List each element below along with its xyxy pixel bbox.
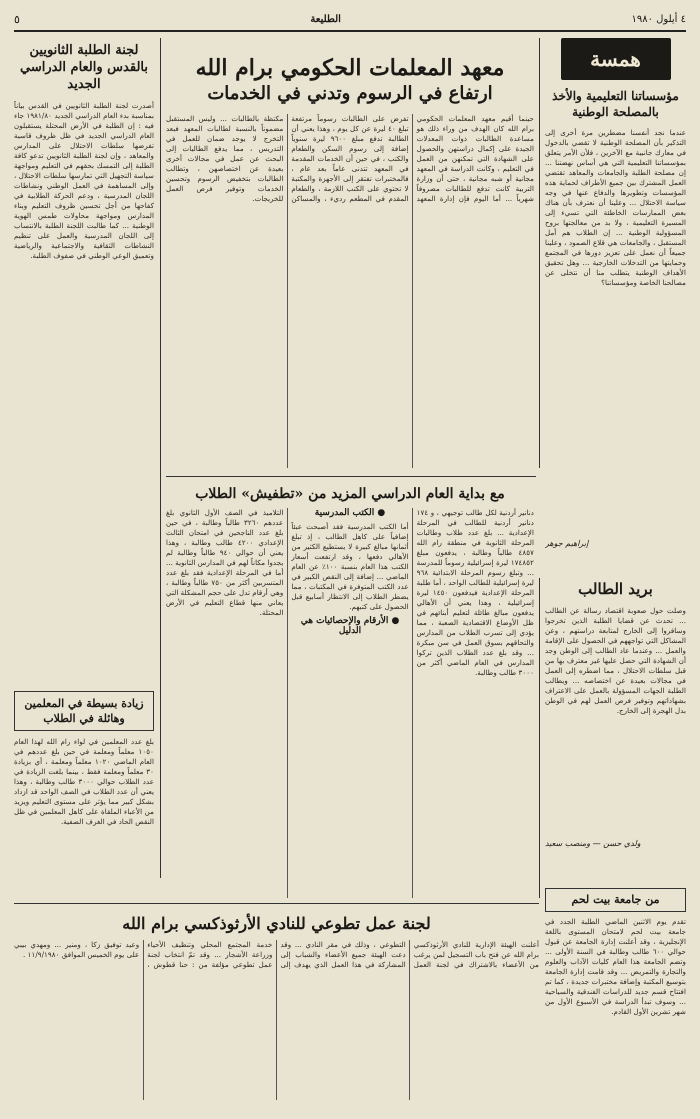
- teachers-headline: زيادة بسيطة في المعلمين وهائلة في الطلاب: [14, 691, 154, 731]
- column-rule: [160, 578, 161, 878]
- right-body: عندما نجد أنفسنا مضطرين مرة أخرى إلى التذكير بأن المصلحة الوطنية لا تقضي بالدخول في معارك جانبية مع الآخرين ، فلأن الأمر يتعلق بمؤسساتنا التعليمية التي هي أساس نهضتنا ... إن مصلحة الطلبة والجامعات والمعاهد تقتضي العمل المشترك بين جميع الأطراف لحماية هذه المؤسسات وتطويرها والدفاع عنها في وجه سياسة الاحتلال ... وعلينا أن نعترف بأن هناك بعض الممارسات الخاطئة التي تسيء إلى المسيرة التعليمية ، ولا بد من معالجتها بروح المسؤولية الوطنية ... إن الطلاب هم أمل المستقبل ، والجامعات هي قلاع الصمود ، وعلينا جميعاً أن نعمل على تعزيز دورها في المجتمع وحمايتها من التدخلات الخارجية ... وهل تحقيق الأهداف الوطنية يتطلب منا أن نتخلى عن مصالحنا الخاصة ومؤسساتنا؟: [545, 128, 686, 287]
- lead-body: حينما أقيم معهد المعلمات الحكومي برام الله كان الهدف من وراء ذلك هو مساعدة الطالبات ذوات المعدلات الجيدة على إكمال دراستهن والحصول على الشهادة التي تمكنهن من العمل في التعليم ، وكانت الدراسة في المعهد مجانية أو شبه مجانية ، حتى أن وزارة التربية كانت تدفع للطالبات مصروفاً شهرياً ... أما اليوم فإن إدارة المعهد تفرض على الطالبات رسوماً مرتفعة تبلغ ٤٠ ليرة عن كل يوم ، وهذا يعني أن الطالبة تدفع مبلغ ٩٦٠٠ ليرة سنوياً إضافة إلى رسوم السكن والطعام والكتب ، في حين أن الخدمات المقدمة في المعهد تتدنى عاماً بعد عام ، فالمختبرات تفتقر إلى الأجهزة والمكتبة لا تحتوي على الكتب اللازمة ، والطعام المقدم في المطعم رديء ، والمساكن مكتظة بالطالبات ... وليس المستقبل مضموناً بالنسبة لطالبات المعهد فبعد التخرج لا يوجد ضمان للعمل في التدريس ، مما يدفع الطالبات إلى البحث عن عمل في مجالات أخرى بعيدة عن اختصاصهن ، وتطالب الطالبات بتخفيض الرسوم وتحسين الخدمات وتوفير فرص العمل للخريجات.: [166, 114, 534, 203]
- mail-signoff: ولدي حسن — ومنصب سعيد: [545, 839, 641, 848]
- mail-body: وصلت حول صعوبة اقتصاد رسالة عن الطالب ... تحدث عن قضايا الطلبة الذين تخرجوا وسافروا إلى الخارج لمتابعة دراستهم ، وعن المشاكل التي تواجههم في الحصول على الإقامة والعمل ... وعندما عاد الطالب إلى الوطن وجد أن الشهادة التي حصل عليها غير معترف بها من قبل سلطات الاحتلال ، مما اضطره إلى العمل في مجالات بعيدة عن اختصاصه ... ويطالب الطلبة الجهات المسؤولة بالعمل على الاعتراف بشهاداتهم وتوفير فرص العمل لهم في الوطن بدل الهجرة إلى الخارج.: [545, 606, 686, 715]
- column-logo: همسة: [561, 38, 671, 80]
- mid-subhead-2: ● الأرقام والإحصائيات هي الدليل: [300, 616, 400, 636]
- column-rule: [539, 38, 540, 468]
- section-rule: [14, 903, 539, 904]
- masthead: [14, 8, 686, 32]
- bethlehem-body: تقدم يوم الاثنين الماضي الطلبة الجدد في جامعة بيت لحم لامتحان المستوى باللغة الإنجليزية ، وقد أعلنت إدارة الجامعة عن قبول حوالي ٦٠٠ طالب وطالبة في السنة الأولى ... وتضم الجامعة هذا العام كليات الآداب والعلوم والتجارة والتمريض ... وقد قامت إدارة الجامعة بتوسيع المكتبة وإضافة مختبرات جديدة ، كما تم افتتاح قسم جديد للدراسات الفندقية والسياحية ... وسوف تبدأ الدراسة في الأسبوع الأول من شهر تشرين الأول القادم.: [545, 917, 686, 1016]
- column-rule: [539, 578, 540, 898]
- left-body: أصدرت لجنة الطلبة الثانويين في القدس بياناً بمناسبة بدء العام الدراسي الجديد ١٩٨١/٨٠ جاء فيه : إن الطلبة في الأرض المحتلة يستقبلون العام الدراسي الجديد في ظل ظروف قاسية تفرضها سلطات الاحتلال على المدارس والمعاهد ، وإن لجنة الطلبة الثانويين تدعو كافة الطلبة إلى التمسك بحقهم في التعليم ومواجهة سياسة التجهيل التي تمارسها سلطات الاحتلال ، وإلى المساهمة في العمل الوطني ونشاطات اللجان المدرسية ، ودعم الحركة الطلابية في كفاحها من أجل تحسين ظروف التعليم وبناء المدارس ومواجهة محاولات طمس الهوية الوطنية ... كما طالبت اللجنة الطلبة بالانتساب إلى اللجان المدرسية والعمل على تنظيم النشاطات الثقافية والاجتماعية والرياضية وتعميق الوعي الوطني في صفوف الطلبة.: [14, 101, 154, 260]
- bottom-body: أعلنت الهيئة الإدارية للنادي الأرثوذكسي برام الله عن فتح باب التسجيل لمن يرغب من الأعضاء بالاشتراك في لجنة العمل التطوعي ، وذلك في مقر النادي ... وقد دعت الهيئة جميع الأعضاء والشباب إلى المشاركة في هذا العمل الذي يهدف إلى خدمة المجتمع المحلي وتنظيف الأحياء وزراعة الأشجار ... وقد تمّ انتخاب لجنة عمل تطوعي مؤلفة من : حنا قطوش ، وعيد توفيق زكا ، ومنير ... ومهدي بيبي على يوم الخميس الموافق ١١/٩/١٩٨٠ .: [14, 940, 539, 969]
- lead-article: [166, 38, 534, 468]
- student-mail: [545, 578, 686, 878]
- bottom-headline: لجنة عمل تطوعي للنادي الأرثوذكسي برام الله: [122, 914, 431, 933]
- right-article: [545, 38, 686, 568]
- column-rule: [160, 38, 161, 578]
- newspaper-page: [14, 8, 686, 1111]
- mid-headline: مع بداية العام الدراسي المزيد من «تطفيش» الطلاب: [195, 486, 505, 502]
- bottom-article: [14, 908, 539, 1108]
- issue-date: ٤ أيلول ١٩٨٠: [631, 13, 686, 25]
- mid-article: [166, 480, 534, 898]
- bethlehem-article: [545, 888, 686, 1108]
- page-number: ٥: [14, 12, 20, 26]
- mid-body-3: التلاميذ في الصف الأول الثانوي بلغ عددهم ٣٢٦٠ طالباً وطالبة ، في حين بلغ عدد الناجحين في امتحان الثالث الإعدادي ٤٢٠٠ طالب وطالبة ، وهذا يعني أن حوالي ٩٤٠ طالباً وطالبة لم يجدوا مكاناً لهم في المدارس الثانوية ... أما في المرحلة الإعدادية فقد بلغ عدد المتسربين أكثر من ٧٥٠ طالباً وطالبة ، وهي أرقام تدل على حجم المشكلة التي يعاني منها قطاع التعليم في الأرض المحتلة.: [166, 508, 284, 617]
- lead-subheadline: ارتفاع في الرسوم وتدني في الخدمات: [207, 83, 493, 104]
- left-headline: لجنة الطلبة الثانويين بالقدس والعام الدراسي الجديد: [19, 43, 148, 92]
- right-title: مؤسساتنا التعليمية والأخذ بالمصلحة الوطنية: [552, 89, 679, 119]
- lead-headline: معهد المعلمات الحكومي برام الله: [195, 55, 505, 81]
- section-rule: [166, 476, 536, 477]
- bethlehem-headline: من جامعة بيت لحم: [545, 888, 686, 912]
- mid-body-2: أما الكتب المدرسية فقد أصبحت عبئاً إضافياً على كاهل الطالب ، إذ تبلغ أثمانها مبالغ كبيرة لا يستطيع الكثير من الأهالي دفعها ، وقد ارتفعت أسعار الكتب هذا العام بنسبة ١٠٠٪ عن العام الماضي ... إضافة إلى النقص الكبير في عدد الكتب المتوفرة في المكتبات ، مما يضطر الطلاب إلى الانتظار أسابيع قبل الحصول على كتبهم.: [291, 522, 409, 611]
- mid-subhead: ● الكتب المدرسية: [314, 508, 386, 518]
- section-name: الطليعة: [310, 13, 341, 25]
- mid-body: دنانير أردنية لكل طالب توجيهي ، و ١٧٤ دنانير أردنية للطالب في المرحلة الإعدادية ... بلغ عدد طلاب وطالبات المرحلة الثانوية في منطقة رام الله ٤٨٥٧ طالباً وطالبة ، يدفعون مبلغ ١٧٤٨٥٢ ليرة إسرائيلية رسوماً للمدرسة ... وتبلغ رسوم المرحلة الابتدائية ٩٦٨ ليرة إسرائيلية للطالب الواحد ، أما طلبة المرحلة الإعدادية فيدفعون ١٤٥٠ ليرة إسرائيلية ، وهذا يعني أن الأهالي يدفعون مبالغ طائلة لتعليم أبنائهم في ظل الأوضاع الاقتصادية الصعبة ، مما يؤدي إلى تسرب الطلاب من المدارس والتحاقهم بسوق العمل في سن مبكرة ... وقد بلغ عدد الطلاب الذين تركوا المدارس في العام الماضي أكثر من ٣٠٠٠ طالب وطالبة.: [416, 508, 534, 677]
- left-article: [14, 38, 154, 838]
- mail-headline: بريد الطالب: [578, 580, 653, 598]
- teachers-body: بلغ عدد المعلمين في لواء رام الله لهذا العام ١٠٥٠ معلماً ومعلمة في حين بلغ عددهم في العام الماضي ١٠٢٠ معلماً ومعلمة ، أي بزيادة ٣٠ معلماً ومعلمة فقط ، بينما بلغت الزيادة في عدد الطلاب حوالي ٣٠٠٠ طالب وطالبة ، وهذا يعني أن عدد الطلاب في الصف الواحد قد ازداد بشكل كبير مما يؤثر على مستوى التعليم ويزيد من الأعباء الملقاة على كاهل المعلمين في ظل النقص الحاد في الغرف الصفية.: [14, 737, 154, 826]
- byline: إبراهيم جوهر: [545, 539, 589, 548]
